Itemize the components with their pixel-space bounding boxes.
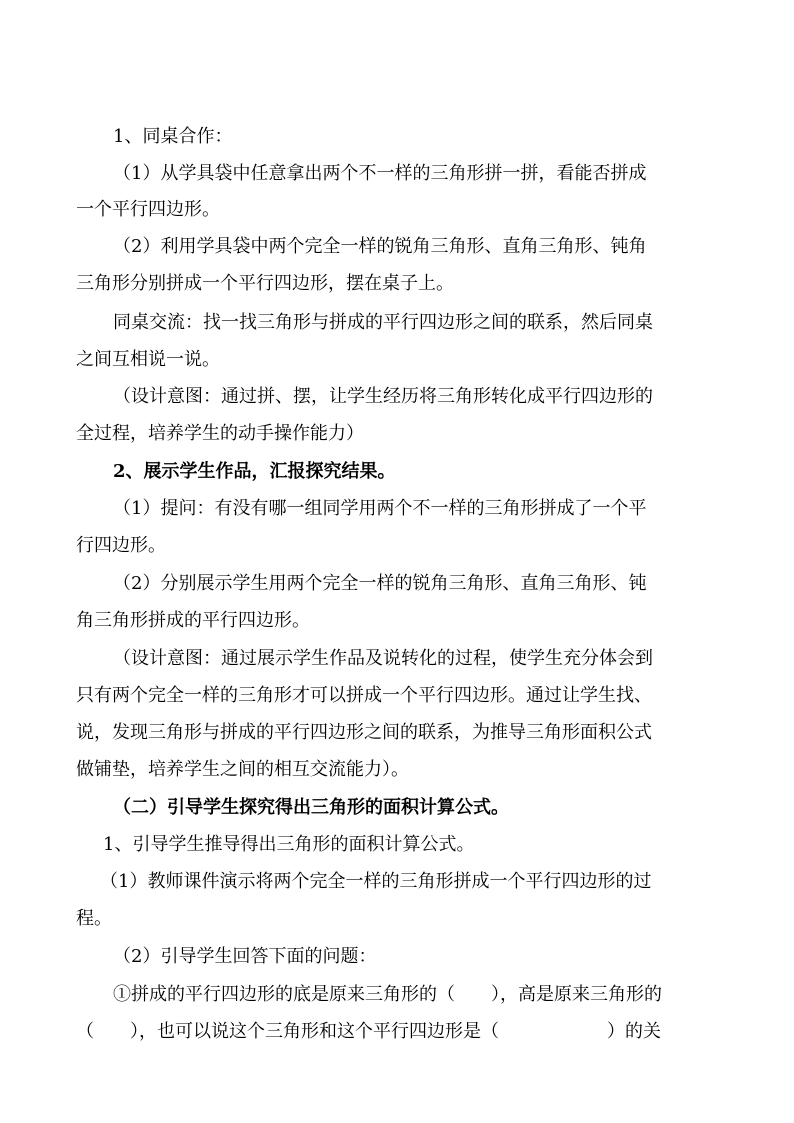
section-heading-er: （二）引导学生探究得出三角形的面积计算公式。	[113, 797, 509, 818]
text-line-4: （2）利用学具袋中两个完全一样的锐角三角形、直角三角形、钝角	[113, 236, 647, 257]
text-line-5: 三角形分别拼成一个平行四边形，摆在桌子上。	[76, 273, 454, 294]
text-line-9: 全过程，培养学生的动手操作能力）	[76, 423, 364, 444]
text-line-3: 一个平行四边形。	[76, 199, 220, 220]
text-line-22: 程。	[76, 908, 112, 929]
text-line-17: 说，发现三角形与拼成的平行四边形之间的联系，为推导三角形面积公式	[76, 722, 652, 743]
text-line-23: （2）引导学生回答下面的问题：	[113, 946, 377, 967]
text-line-12: 行四边形。	[76, 535, 166, 556]
section-heading-2: 2、展示学生作品，汇报探究结果。	[113, 461, 396, 482]
text-line-2: （1）从学具袋中任意拿出两个不一样的三角形拼一拼，看能否拼成	[113, 163, 647, 184]
text-line-13: （2）分别展示学生用两个完全一样的锐角三角形、直角三角形、钝	[113, 573, 647, 594]
text-line-16: 只有两个完全一样的三角形才可以拼成一个平行四边形。通过让学生找、	[76, 685, 652, 706]
text-line-25: （ ），也可以说这个三角形和这个平行四边形是（ ）的关	[76, 1021, 661, 1042]
text-line-7: 之间互相说一说。	[76, 349, 220, 370]
text-line-8: （设计意图：通过拼、摆，让学生经历将三角形转化成平行四边形的	[113, 386, 653, 407]
text-line-6: 同桌交流：找一找三角形与拼成的平行四边形之间的联系，然后同桌	[113, 312, 653, 333]
text-line-20: 1、引导学生推导得出三角形的面积计算公式。	[103, 834, 475, 855]
text-line-21: （1）教师课件演示将两个完全一样的三角形拼成一个平行四边形的过	[100, 871, 652, 892]
text-line-24: ①拼成的平行四边形的底是原来三角形的（ ），高是原来三角形的	[113, 984, 662, 1005]
text-line-15: （设计意图：通过展示学生作品及说转化的过程，使学生充分体会到	[113, 648, 653, 669]
text-line-14: 角三角形拼成的平行四边形。	[76, 610, 310, 631]
text-line-18: 做铺垫，培养学生之间的相互交流能力）。	[76, 759, 409, 780]
text-line-11: （1）提问：有没有哪一组同学用两个不一样的三角形拼成了一个平	[113, 498, 647, 519]
text-line-1: 1、同桌合作：	[113, 126, 233, 147]
